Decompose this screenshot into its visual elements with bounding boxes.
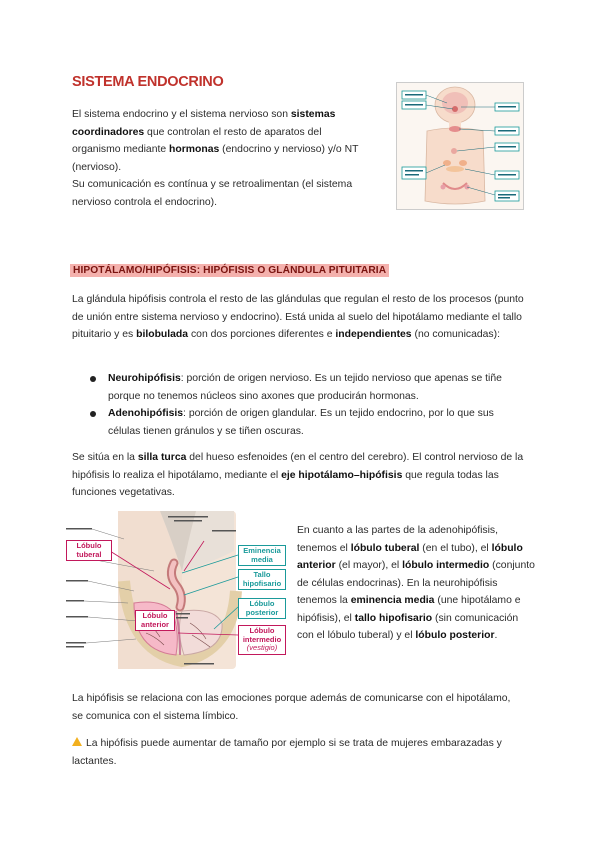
para-bold: eminencia media bbox=[350, 595, 435, 606]
label-lobulo-anterior: Lóbulo anterior bbox=[135, 610, 175, 631]
para-bold: eje hipotálamo–hipófisis bbox=[281, 469, 403, 481]
bullet-dot bbox=[90, 411, 96, 417]
intro-bold: sistemas coordinadores bbox=[72, 109, 336, 138]
bullet-term: Neurohipófisis bbox=[108, 373, 181, 384]
label-intermedio-text: Lóbulo intermedio bbox=[242, 626, 282, 644]
para-text: (no comunicadas): bbox=[411, 329, 500, 340]
limbic-paragraph: La hipófisis se relaciona con las emociones porque además de comunicarse con el hipotálamo, se comunica con el sistema límbico. bbox=[72, 693, 511, 722]
para-text: (el mayor), el bbox=[335, 560, 403, 571]
para-text: En cuanto a las partes de la adenohipófisis, tenemos el bbox=[297, 525, 499, 554]
para-text: . bbox=[494, 630, 498, 641]
intro-paragraph bbox=[72, 106, 372, 211]
para-bold: tallo hipofisario bbox=[354, 612, 433, 624]
bullet-text: : porción de origen nervioso. Es un tejido nervioso que apenas se tiñe porque no tenemos núcleos sino axones que producirán hormonas. bbox=[108, 373, 502, 402]
bullet-term: Adenohipófisis bbox=[108, 408, 184, 419]
para-bold: bilobulada bbox=[136, 329, 189, 340]
page-title: SISTEMA ENDOCRINO bbox=[72, 74, 224, 90]
para-bold: lóbulo posterior bbox=[415, 630, 495, 641]
intro-text: (endocrino y nervioso) y/o NT (nervioso). bbox=[72, 144, 359, 173]
para-bold: lóbulo anterior bbox=[297, 542, 523, 571]
para-text: La glándula hipófisis controla el resto de las glándulas que regulan el resto de los procesos (punto de unión entre sistema nervioso y endocrino). Está unida al suelo del hipotálamo mediante el tallo pituitario y es bbox=[72, 294, 524, 340]
para-text: del hueso esfenoides (en el centro del cerebro). El control nervioso de la hipófisis lo realiza el hipotálamo, mediante el bbox=[72, 452, 524, 481]
label-intermedio-note: (vestigio) bbox=[246, 643, 278, 652]
label-tallo-hipofisario: Tallo hipofisario bbox=[238, 569, 286, 590]
para-bold: lóbulo tuberal bbox=[350, 542, 420, 554]
label-lobulo-posterior: Lóbulo posterior bbox=[238, 598, 286, 619]
intro-text: El sistema endocrino y el sistema nervioso son bbox=[72, 109, 291, 120]
body-illustration bbox=[397, 83, 523, 209]
pituitary-paragraph bbox=[72, 291, 532, 344]
label-lobulo-intermedio bbox=[238, 625, 286, 655]
list-item bbox=[108, 405, 528, 440]
intro-text: que controlan el resto de aparatos del organismo mediante bbox=[72, 126, 322, 155]
pituitary-figure bbox=[64, 511, 286, 671]
section-heading: HIPOTÁLAMO/HIPÓFISIS: HIPÓFISIS O GLÁNDULA PITUITARIA bbox=[70, 264, 389, 277]
intro-text-2: Su comunicación es contínua y se retroalimentan (el sistema nervioso controla el endocrino). bbox=[72, 179, 353, 208]
bullet-text: : porción de origen glandular. Es un tejido endocrino, por lo que sus células tienen gránulos y se tiñen oscuras. bbox=[108, 408, 494, 437]
endocrine-body-figure bbox=[396, 82, 524, 210]
para-text: (une hipotálamo e hipófisis), el bbox=[297, 595, 521, 624]
list-item bbox=[108, 370, 528, 405]
intro-bold: hormonas bbox=[169, 144, 220, 155]
para-text: (sin comunicación con el lóbulo tuberal) y el bbox=[297, 612, 519, 641]
bullet-dot bbox=[90, 376, 96, 382]
para-text: con dos porciones diferentes e bbox=[188, 329, 336, 340]
para-text: (en el tubo), el bbox=[419, 542, 492, 554]
warning-text: La hipófisis puede aumentar de tamaño por ejemplo si se trata de mujeres embarazadas y lactantes. bbox=[72, 738, 502, 767]
para-bold: independientes bbox=[335, 329, 412, 340]
para-text: que regula todas las funciones vegetativas. bbox=[72, 469, 499, 498]
adenohypophysis-paragraph bbox=[297, 522, 537, 645]
para-bold: lóbulo intermedio bbox=[402, 560, 490, 571]
para-bold: silla turca bbox=[137, 452, 187, 463]
warning-icon bbox=[72, 737, 82, 746]
para-text: (conjunto de células endocrinas). En la neurohipófisis tenemos la bbox=[297, 560, 535, 606]
label-eminencia-media: Eminencia media bbox=[238, 545, 286, 566]
warning-paragraph bbox=[72, 735, 542, 770]
para-text: Se sitúa en la bbox=[72, 452, 138, 463]
location-paragraph bbox=[72, 449, 532, 502]
label-lobulo-tuberal: Lóbulo tuberal bbox=[66, 540, 112, 561]
